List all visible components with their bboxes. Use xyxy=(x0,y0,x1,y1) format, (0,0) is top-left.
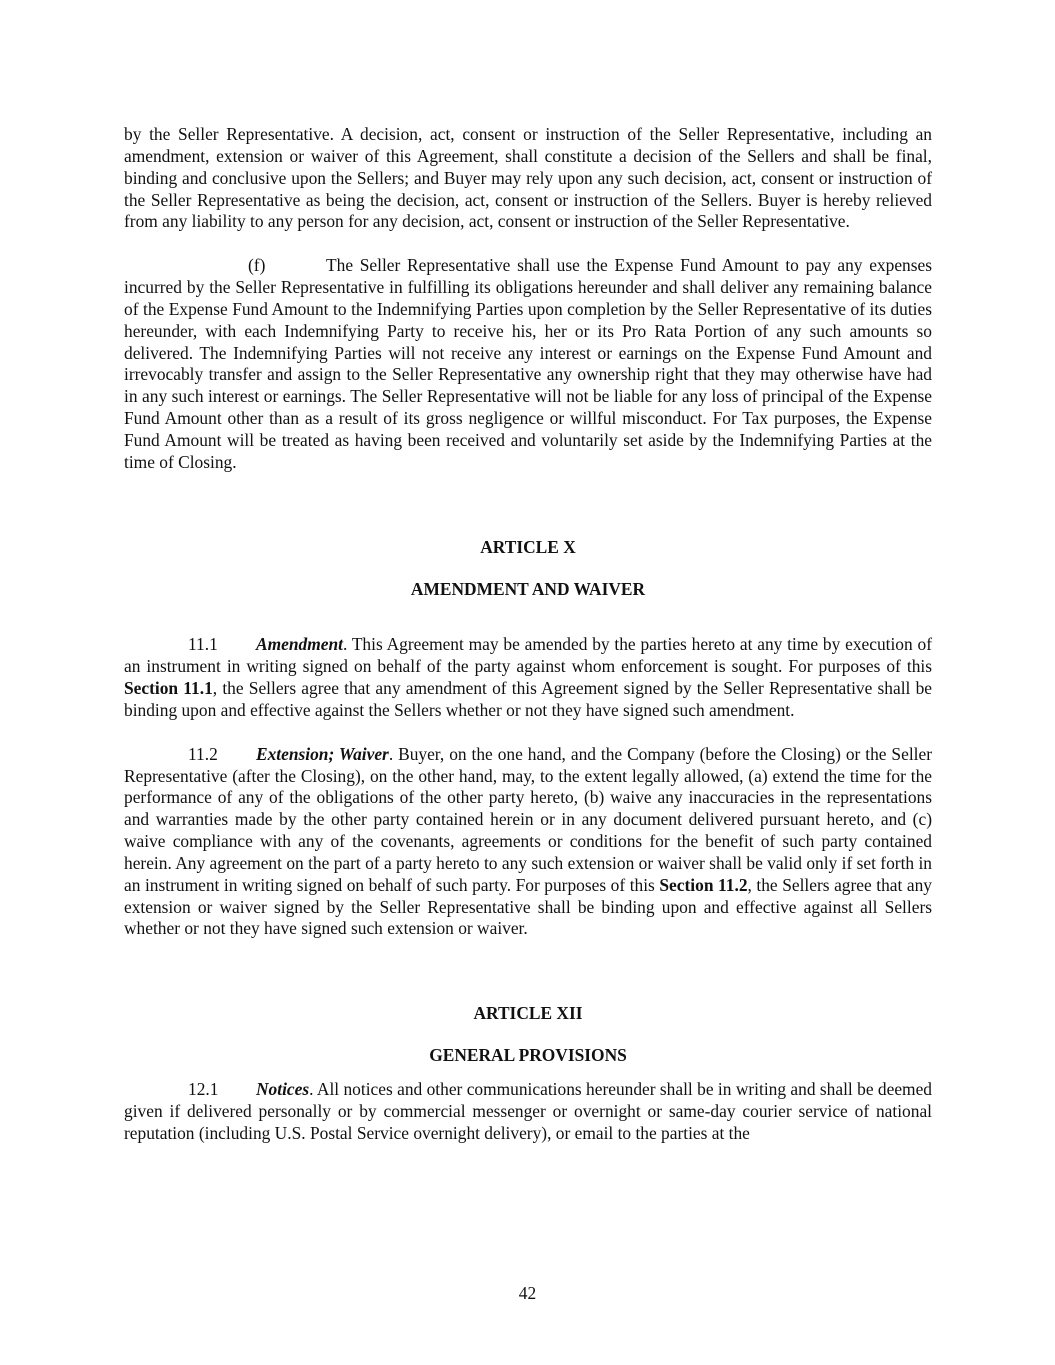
section-11-1-text-a: . This Agreement may be amended by the parties hereto at any time by execution of an instrument in writing signed on behalf of the party against whom enforcement is sought. For purposes of this xyxy=(124,634,932,677)
paragraph-f-label: (f) xyxy=(248,255,266,276)
section-12-1-number: 12.1 xyxy=(188,1079,219,1099)
paragraph-f-text: The Seller Representative shall use the Expense Fund Amount to pay any expenses incurred by the Seller Representative in fulfilling its obligations hereunder and shall deliver any remaining balance of the Expense Fund Amount to the Indemnifying Parties upon completion by the Seller Representative of its duties hereunder, with each Indemnifying Party to receive his, her or its Pro Rata Portion of any such amounts so delivered. The Indemnifying Parties will not receive any interest or earnings on the Expense Fund Amount and irrevocably transfer and assign to the Seller Representative any ownership right that they may otherwise have had in any such interest or earnings. The Seller Representative will not be liable for any loss of principal of the Expense Fund Amount other than as a result of its gross negligence or willful misconduct. For Tax purposes, the Expense Fund Amount will be treated as having been received and voluntarily set aside by the Indemnifying Parties at the time of Closing. xyxy=(124,255,932,472)
section-11-1-number: 11.1 xyxy=(188,634,218,655)
section-11-1 xyxy=(124,634,932,721)
section-11-1-text-b: , the Sellers agree that any amendment of this Agreement signed by the Seller Representative shall be binding upon and effective against the Sellers whether or not they have signed such amendment. xyxy=(124,678,932,720)
article-xii-title: GENERAL PROVISIONS xyxy=(429,1045,627,1066)
section-11-1-heading: Amendment xyxy=(256,634,343,655)
section-12-1-text: . All notices and other communications hereunder shall be in writing and shall be deemed given if delivered personally or by commercial messenger or overnight or same-day courier service of national reputation (including U.S. Postal Service overnight delivery), or email to the parties at the xyxy=(124,1079,932,1143)
section-11-2 xyxy=(124,744,932,941)
paragraph-f xyxy=(124,255,932,473)
section-12-1 xyxy=(124,1079,932,1145)
section-11-1-reference: Section 11.1 xyxy=(124,678,213,699)
document-page xyxy=(124,124,932,1145)
page-number: 42 xyxy=(518,1283,537,1303)
carryover-paragraph: by the Seller Representative. A decision, act, consent or instruction of the Seller Representative, including an amendment, extension or waiver of this Agreement, shall constitute a decision of the Sellers and shall be final, binding and conclusive upon the Sellers; and Buyer may rely upon any such decision, act, consent or instruction of the Seller Representative as being the decision, act, consent or instruction of the Sellers. Buyer is hereby relieved from any liability to any person for any decision, act, consent or instruction of the Seller Representative. xyxy=(124,124,932,232)
article-x-title: AMENDMENT AND WAIVER xyxy=(410,578,646,599)
article-xii-heading: ARTICLE XII xyxy=(473,1003,583,1024)
section-11-2-text-a: . Buyer, on the one hand, and the Company (before the Closing) or the Seller Representative (after the Closing), on the other hand, may, to the extent legally allowed, (a) extend the time for the performance of any of the obligations of the other party hereto, (b) waive any inaccuracies in the representations and warranties made by the other party contained herein or in any document delivered pursuant hereto, and (c) waive compliance with any of the covenants, agreements or conditions for the benefit of such party contained herein. Any agreement on the part of a party hereto to any such extension or waiver shall be valid only if set forth in an instrument in writing signed on behalf of such party. For purposes of this xyxy=(124,743,932,895)
section-11-2-reference: Section 11.2 xyxy=(659,874,748,895)
section-11-2-text-b: , the Sellers agree that any extension or waiver signed by the Seller Representative shall be binding upon and effective against all Sellers whether or not they have signed such extension or waiver. xyxy=(124,874,933,939)
section-12-1-heading: Notices xyxy=(256,1079,310,1099)
section-11-2-heading: Extension; Waiver xyxy=(256,743,389,764)
section-11-2-number: 11.2 xyxy=(188,743,218,764)
article-x-heading: ARTICLE X xyxy=(480,536,576,557)
